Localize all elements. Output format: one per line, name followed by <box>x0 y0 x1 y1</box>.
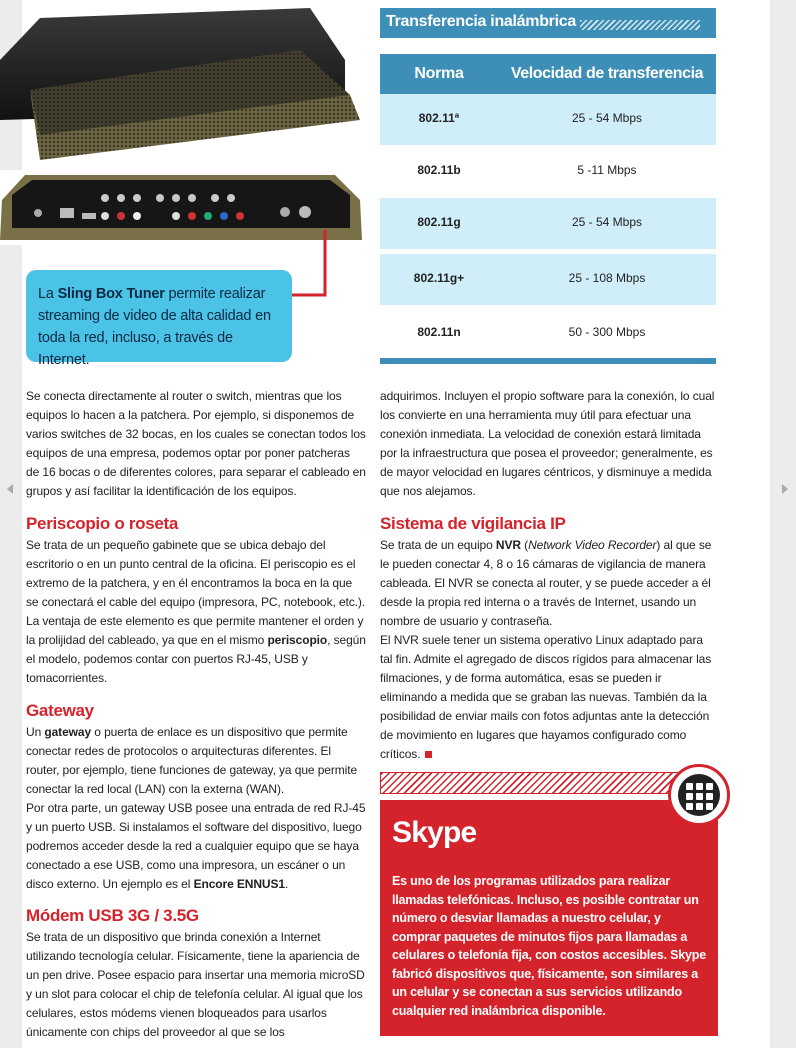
grid-badge-icon <box>668 764 730 826</box>
table-row <box>380 198 716 249</box>
previous-page-arrow-icon[interactable] <box>7 484 13 494</box>
table-bottom-border <box>380 358 716 364</box>
heading-gateway: Gateway <box>26 701 94 720</box>
heading-modem: Módem USB 3G / 3.5G <box>26 906 199 925</box>
vigilancia-paragraph: Se trata de un equipo NVR (Network Video Recorder) al que se le pueden conectar 4, 8 o 16 cámaras de vigilancia de manera cableada. El NVR se conecta al router, y se puede acceder a él desde la propia red interna o a través de Internet, usando un nombre de usuario y contraseña. El NVR suele tener un sistema operativo Linux adaptado para tal fin. Admite el agregado de discos rígidos para almacenar las filmaciones, y de forma automática, esas se pueden ir eliminando a medida que se graban las nuevas. También da la posibilidad de enviar mails con fotos adjuntas ante la detección de movimiento en lugares que hayamos configurado como críticos. <box>380 538 712 761</box>
cell-velocidad: 25 - 108 Mbps <box>568 271 646 285</box>
skype-box <box>380 800 718 1036</box>
skype-body: Es uno de los programas utilizados para realizar llamadas telefónicas. Incluso, es posible contratar un número o desviar llamadas a nuestro celular, y comprar paquetes de minutos fijos para llamadas a celulares o telefonía fija, con costos accesibles. Skype fabricó dispositivos que, físicamente, son similares a un celular y se conectan a sus servicios utilizando cualquier red inalámbrica disponible. <box>392 874 706 1018</box>
right-gutter <box>770 0 796 1048</box>
cell-norma: 802.11b <box>417 163 461 177</box>
cell-velocidad: 25 - 54 Mbps <box>571 111 643 125</box>
end-of-article-icon <box>425 751 432 758</box>
right-intro-paragraph: adquirimos. Incluyen el propio software para la conexión, lo cual los convierte en una herramienta muy útil para efectuar una conexión inmediata. La velocidad de conexión estará limitada por la infraestructura que posea el proveedor; generalmente, es de mayor velocidad en lugares céntricos, y disminuye a medida que nos alejamos. <box>380 389 715 498</box>
table-row <box>380 254 716 305</box>
table-row <box>380 308 716 359</box>
gateway-paragraph: Un gateway o puerta de enlace es un dispositivo que permite conectar redes de protocolos o arquitecturas diferentes. El router, por ejemplo, tiene funciones de gateway, ya que permite conectar la red local (LAN) con la externa (WAN). Por otra parte, un gateway USB posee una entrada de red RJ-45 y un puerto USB. Si instalamos el software del dispositivo, luego podremos acceder desde la red a cualquier equipo que se haya conectado a ese USB, como una impresora, un escáner o un disco externo. Un ejemplo es el Encore ENNUS1. <box>26 725 366 891</box>
cell-velocidad: 5 -11 Mbps <box>577 163 637 177</box>
table-header <box>380 54 716 94</box>
periscopio-paragraph: Se trata de un pequeño gabinete que se ubica debajo del escritorio o en un punto central de la oficina. El periscopio es el extremo de la patchera, y en él encontramos la boca en la que se conectará el cable del equipo (impresora, PC, notebook, etc.). La ventaja de este elemento es que permite mantener el orden y la prolijidad del cableado, ya que en el mismo periscopio, según el modelo, podemos contar con puertos RJ-45, USB y tomacorrientes. <box>26 538 366 685</box>
modem-paragraph: Se trata de un dispositivo que brinda conexión a Internet utilizando tecnología celular. Físicamente, tiene la apariencia de un pen drive. Posee espacio para insertar una memoria microSD y un slot para colocar el chip de telefonía celular. Al igual que los celulares, estos módems vienen bloqueados para usarlos únicamente con chips del proveedor al que se los <box>26 930 365 1039</box>
skype-title: Skype <box>392 816 477 849</box>
cell-norma: 802.11n <box>417 325 461 339</box>
cell-velocidad: 25 - 54 Mbps <box>571 215 643 229</box>
header-norma: Norma <box>414 65 464 82</box>
sling-box-top-photo <box>0 0 370 165</box>
photo-caption: La Sling Box Tuner permite realizar streaming de video de alta calidad en toda la red, incluso, a través de Internet. <box>26 270 292 362</box>
heading-vigilancia: Sistema de vigilancia IP <box>380 514 566 533</box>
cell-velocidad: 50 - 300 Mbps <box>568 325 646 339</box>
table-row <box>380 146 716 197</box>
transfer-table <box>380 8 716 364</box>
table-title-bar <box>380 8 716 38</box>
header-velocidad: Velocidad de transferencia <box>510 65 704 82</box>
left-intro-paragraph: Se conecta directamente al router o switch, mientras que los equipos lo hacen a la patchera. Por ejemplo, si disponemos de varios switches de 32 bocas, en los cuales se conectan todos los equipos de una empresa, podemos optar por poner patcheras de 16 bocas o de diferentes colores, para separar el cableado en grupos y así facilitar la identificación de los equipos. <box>26 389 366 498</box>
stripes-decoration <box>580 20 700 30</box>
connector-line <box>290 230 335 310</box>
table-title: Transferencia inalámbrica <box>386 13 576 30</box>
cell-norma: 802.11g+ <box>413 271 465 285</box>
next-page-arrow-icon[interactable] <box>782 484 788 494</box>
cell-norma: 802.11g <box>417 215 461 229</box>
heading-periscopio: Periscopio o roseta <box>26 514 179 533</box>
cell-norma: 802.11ª <box>418 111 460 125</box>
table-row <box>380 94 716 145</box>
